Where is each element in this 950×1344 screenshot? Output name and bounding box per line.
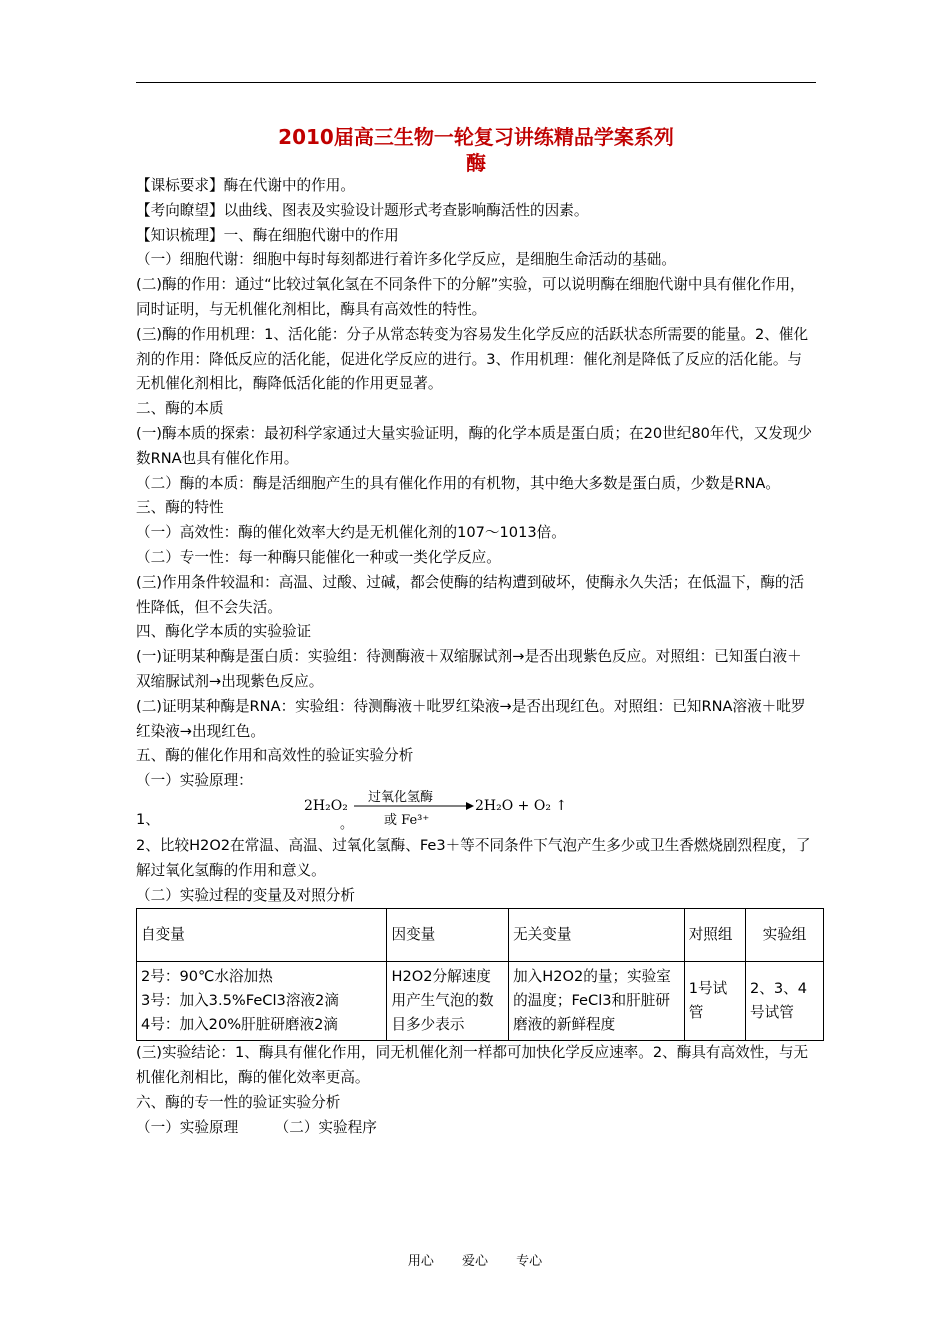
paragraph: (一)证明某种酶是蛋白质：实验组：待测酶液＋双缩脲试剂→是否出现紫色反应。对照组：已知蛋白液＋双缩脲试剂→出现紫色反应。 [136, 648, 802, 690]
header-independent: 自变量 [137, 909, 387, 962]
equation-end-mark: 。 [340, 816, 354, 832]
paragraph: (一)酶本质的探索：最初科学家通过大量实验证明，酶的化学本质是蛋白质；在20世纪80年代，又发现少数RNA也具有催化作用。 [136, 424, 813, 467]
paragraph-group-after-table [136, 1041, 816, 1140]
footer-word: 爱心 [461, 1254, 488, 1269]
page-footer [0, 1250, 950, 1269]
equation-catalyst-top: 过氧化氢酶 [368, 789, 434, 805]
footer-word: 用心 [407, 1254, 434, 1269]
paragraph: (三)实验结论：1、酶具有催化作用，同无机催化剂一样都可加快化学反应速率。2、酶具有高效性，与无机催化剂相比，酶的催化效率更高。 [136, 1044, 809, 1087]
paragraph: （一）细胞代谢：细胞中每时每刻都进行着许多化学反应，是细胞生命活动的基础。 [136, 251, 676, 269]
header-experimental: 实验组 [746, 909, 824, 962]
paragraph: 【考向瞭望】以曲线、图表及实验设计题形式考查影响酶活性的因素。 [136, 201, 589, 219]
reaction-equation [304, 788, 584, 832]
paragraph: 【知识梳理】一、酶在细胞代谢中的作用 [136, 226, 399, 244]
paragraph: 【课标要求】酶在代谢中的作用。 [136, 177, 355, 194]
cell-irrelevant: 加入H2O2的量；实验室的温度；FeCl3和肝脏研磨液的新鲜程度 [509, 962, 685, 1041]
paragraph: 四、酶化学本质的实验验证 [136, 623, 312, 641]
paragraph-group-before-equation [136, 174, 816, 794]
equation-catalyst-bottom: 或 Fe³⁺ [384, 812, 430, 828]
table-row [137, 962, 824, 1041]
header-irrelevant: 无关变量 [509, 909, 685, 962]
paragraph: （二）实验过程的变量及对照分析 [136, 886, 355, 904]
paragraph: (三)作用条件较温和：高温、过酸、过碱，都会使酶的结构遭到破坏，使酶永久失活；在低温下，酶的活性降低，但不会失活。 [136, 573, 805, 616]
equation-row [136, 789, 816, 834]
paragraph: 五、酶的催化作用和高效性的验证实验分析 [136, 747, 414, 765]
paragraph: （一）实验原理 （二）实验程序 [136, 1118, 377, 1136]
footer-word: 专心 [516, 1254, 543, 1269]
equation-reactant: 2H₂O₂ [304, 797, 348, 814]
paragraph-group-after-equation [136, 834, 816, 908]
paragraph: （一）高效性：酶的催化效率大约是无机催化剂的107～1013倍。 [136, 524, 566, 542]
header-dependent: 因变量 [387, 909, 509, 962]
paragraph: 六、酶的专一性的验证实验分析 [136, 1093, 341, 1111]
table-header-row [137, 909, 824, 962]
variables-table [136, 908, 824, 1041]
paragraph: 三、酶的特性 [136, 499, 224, 517]
cell-independent: 2号：90℃水浴加热 3号：加入3.5%FeCl3溶液2滴 4号：加入20%肝脏研磨液2滴 [137, 962, 387, 1041]
cell-experimental: 2、3、4号试管 [746, 962, 824, 1041]
paragraph: 二、酶的本质 [136, 400, 224, 418]
paragraph: (二)酶的作用：通过“比较过氧化氢在不同条件下的分解”实验，可以说明酶在细胞代谢中具有催化作用，同时证明，与无机催化剂相比，酶具有高效性的特性。 [136, 276, 805, 318]
header-control: 对照组 [684, 909, 745, 962]
equation-products: 2H₂O + O₂ ↑ [475, 797, 568, 814]
paragraph: 2、比较H2O2在常温、高温、过氧化氢酶、Fe3＋等不同条件下气泡产生多少或卫生香燃烧剧烈程度，了解过氧化氢酶的作用和意义。 [136, 836, 811, 879]
document-title: 2010届高三生物一轮复习讲练精品学案系列 [278, 125, 674, 149]
paragraph: （一）实验原理： [136, 772, 253, 790]
cell-dependent: H2O2分解速度用产生气泡的数目多少表示 [387, 962, 509, 1041]
paragraph: （二）专一性：每一种酶只能催化一种或一类化学反应。 [136, 548, 501, 566]
header-rule [136, 82, 816, 83]
paragraph: (二)证明某种酶是RNA：实验组：待测酶液＋吡罗红染液→是否出现红色。对照组：已知RNA溶液＋吡罗红染液→出现红色。 [136, 697, 806, 740]
reaction-arrow-head [466, 802, 474, 810]
document-subtitle: 酶 [466, 151, 486, 175]
paragraph: (三)酶的作用机理：1、活化能：分子从常态转变为容易发生化学反应的活跃状态所需要的能量。2、催化剂的作用：降低反应的活化能，促进化学反应的进行。3、作用机理：催化剂是降低了反应的活化能。与无机催化剂相比，酶降低活化能的作用更显著。 [136, 325, 809, 393]
document-body [136, 174, 816, 1141]
cell-control: 1号试管 [684, 962, 745, 1041]
equation-number: 1、 [136, 810, 160, 828]
paragraph: （二）酶的本质：酶是活细胞产生的具有催化作用的有机物，其中绝大多数是蛋白质，少数是RNA。 [136, 474, 780, 492]
